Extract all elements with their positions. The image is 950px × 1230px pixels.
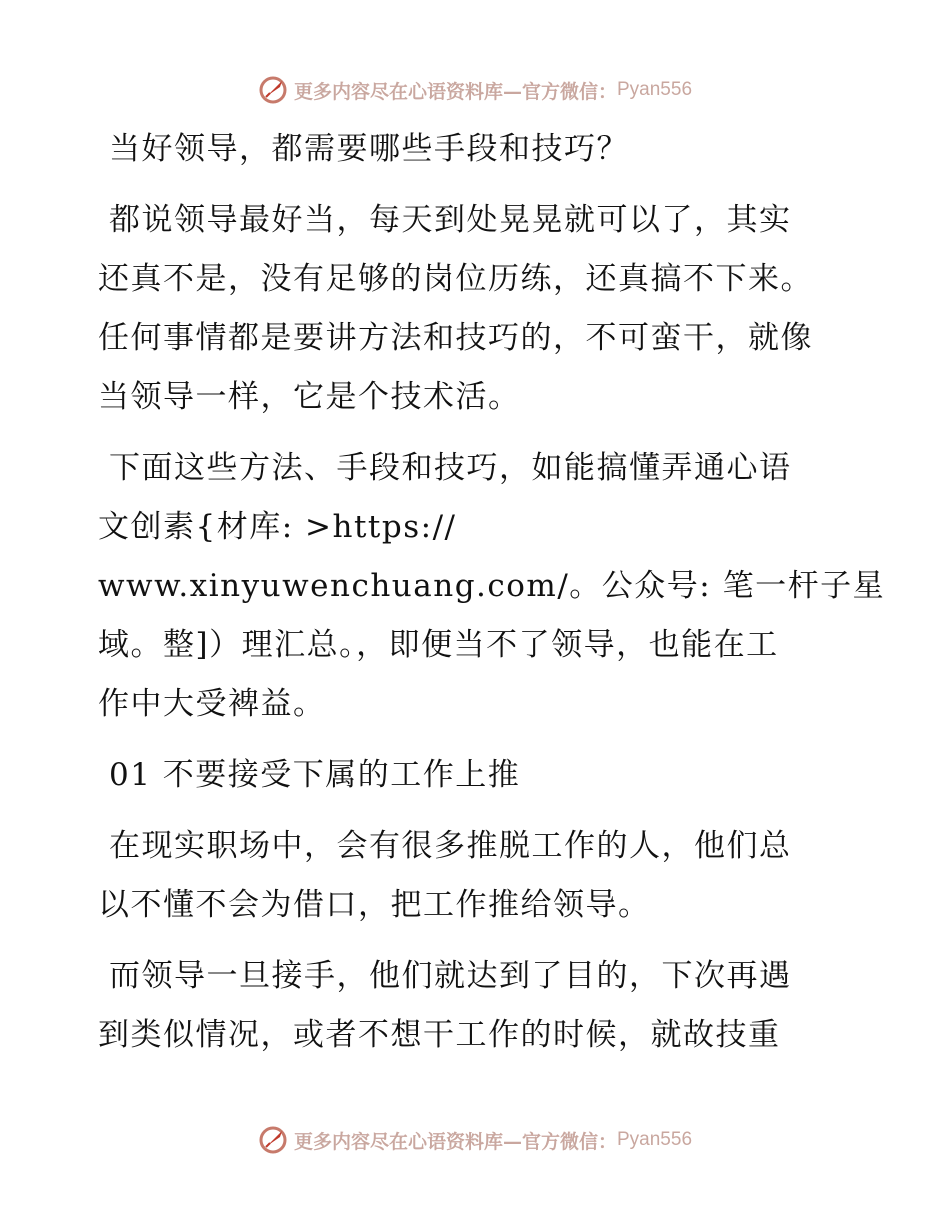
- heading-paragraph: [98, 120, 858, 179]
- watermark-wechat-id: Pyan556: [617, 1129, 693, 1150]
- body-paragraph: [98, 817, 858, 935]
- watermark-wechat-id: Pyan556: [617, 79, 693, 100]
- watermark-text: 更多内容尽在心语资料库—官方微信：: [293, 1130, 617, 1153]
- document-body: [98, 120, 886, 1077]
- text-line: 01 不要接受下属的工作上推: [109, 757, 521, 793]
- body-paragraph: [98, 947, 858, 1065]
- text-line: 以不懂不会为借口，把工作推给领导。: [98, 887, 651, 923]
- text-line: 当好领导，都需要哪些手段和技巧？: [109, 131, 629, 167]
- watermark-text: 更多内容尽在心语资料库—官方微信：: [293, 80, 617, 103]
- text-line: 作中大受裨益。: [98, 686, 326, 722]
- section-heading: [98, 746, 858, 805]
- text-line: 当领导一样，它是个技术活。: [98, 379, 521, 415]
- text-line: 还真不是，没有足够的岗位历练，还真搞不下来。: [98, 261, 813, 297]
- footer-watermark: [0, 1120, 950, 1160]
- text-line: 都说领导最好当，每天到处晃晃就可以了，其实: [109, 202, 792, 238]
- text-line: www.xinyuwenchuang.com/。公众号: 笔一杆子星: [98, 568, 886, 604]
- text-line: 到类似情况，或者不想干工作的时候，就故技重: [98, 1017, 781, 1053]
- intro-paragraph: [98, 191, 858, 427]
- text-line: 而领导一旦接手，他们就达到了目的，下次再遇: [109, 958, 792, 994]
- text-line: 下面这些方法、手段和技巧，如能搞懂弄通心语: [109, 450, 792, 486]
- logo-icon: [258, 1125, 288, 1155]
- methods-paragraph: [98, 439, 886, 734]
- logo-icon: [258, 75, 288, 105]
- text-line: 任何事情都是要讲方法和技巧的，不可蛮干，就像: [98, 320, 813, 356]
- header-watermark: [0, 70, 950, 110]
- text-line: 在现实职场中，会有很多推脱工作的人，他们总: [109, 828, 792, 864]
- text-line: 域。整]）理汇总。，即便当不了领导，也能在工: [98, 627, 779, 663]
- text-line: 文创素{材库: >https://: [98, 509, 457, 545]
